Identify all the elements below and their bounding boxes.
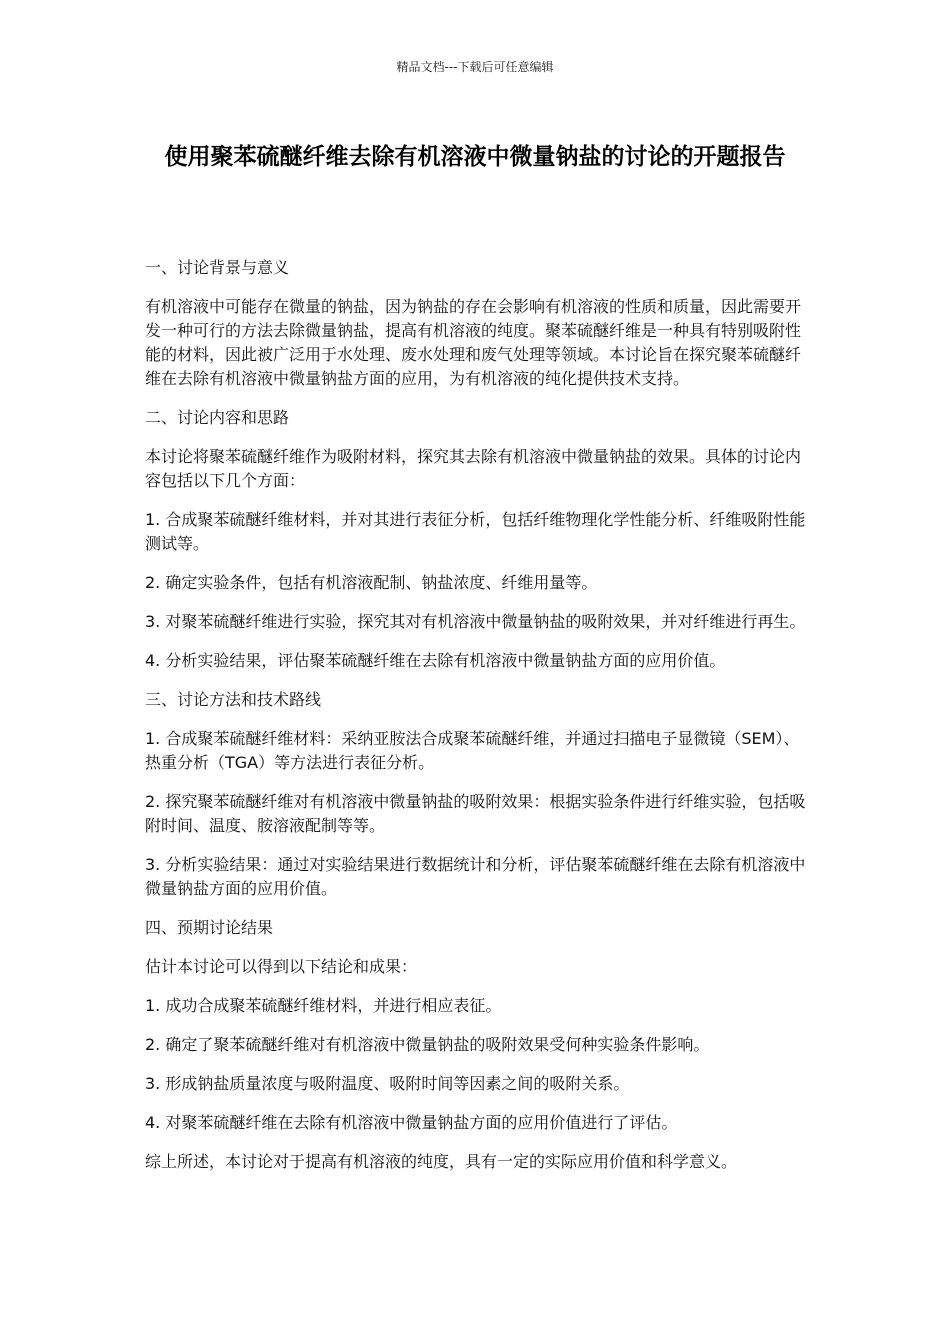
section-heading-expected-results: 四、预期讨论结果 — [145, 918, 274, 937]
list-item: 2. 确定实验条件，包括有机溶液配制、钠盐浓度、纤维用量等。 — [145, 573, 598, 592]
section-heading-background: 一、讨论背景与意义 — [145, 258, 290, 277]
section-heading-content: 二、讨论内容和思路 — [145, 408, 290, 427]
list-item: 4. 分析实验结果，评估聚苯硫醚纤维在去除有机溶液中微量钠盐方面的应用价值。 — [145, 651, 726, 670]
list-item: 1. 合成聚苯硫醚纤维材料：采纳亚胺法合成聚苯硫醚纤维，并通过扫描电子显微镜（SEM）、热重分析（TGA）等方法进行表征分析。 — [145, 729, 800, 772]
document-body — [145, 256, 810, 1189]
paragraph-results-intro: 估计本讨论可以得到以下结论和成果： — [145, 957, 418, 976]
paragraph-background: 有机溶液中可能存在微量的钠盐，因为钠盐的存在会影响有机溶液的性质和质量，因此需要开发一种可行的方法去除微量钠盐，提高有机溶液的纯度。聚苯硫醚纤维是一种具有特别吸附性能的材料，因此被广泛用于水处理、废水处理和废气处理等领域。本讨论旨在探究聚苯硫醚纤维在去除有机溶液中微量钠盐方面的应用，为有机溶液的纯化提供技术支持。 — [145, 297, 802, 388]
list-item: 4. 对聚苯硫醚纤维在去除有机溶液中微量钠盐方面的应用价值进行了评估。 — [145, 1113, 678, 1132]
header-note: 精品文档---下载后可任意编辑 — [396, 60, 554, 74]
section-heading-methods: 三、讨论方法和技术路线 — [145, 690, 322, 709]
list-item: 3. 形成钠盐质量浓度与吸附温度、吸附时间等因素之间的吸附关系。 — [145, 1074, 630, 1093]
list-item: 2. 探究聚苯硫醚纤维对有机溶液中微量钠盐的吸附效果：根据实验条件进行纤维实验，包括吸附时间、温度、胺溶液配制等等。 — [145, 792, 806, 835]
document-title: 使用聚苯硫醚纤维去除有机溶液中微量钠盐的讨论的开题报告 — [164, 144, 786, 170]
list-item: 3. 分析实验结果：通过对实验结果进行数据统计和分析，评估聚苯硫醚纤维在去除有机溶液中微量钠盐方面的应用价值。 — [145, 855, 806, 898]
list-item: 1. 合成聚苯硫醚纤维材料，并对其进行表征分析，包括纤维物理化学性能分析、纤维吸附性能测试等。 — [145, 510, 806, 553]
list-item: 1. 成功合成聚苯硫醚纤维材料，并进行相应表征。 — [145, 996, 502, 1015]
list-item: 2. 确定了聚苯硫醚纤维对有机溶液中微量钠盐的吸附效果受何种实验条件影响。 — [145, 1035, 710, 1054]
list-item: 3. 对聚苯硫醚纤维进行实验，探究其对有机溶液中微量钠盐的吸附效果，并对纤维进行再生。 — [145, 612, 806, 631]
paragraph-conclusion: 综上所述，本讨论对于提高有机溶液的纯度，具有一定的实际应用价值和科学意义。 — [145, 1152, 738, 1171]
paragraph-content-intro: 本讨论将聚苯硫醚纤维作为吸附材料，探究其去除有机溶液中微量钠盐的效果。具体的讨论内容包括以下几个方面： — [145, 447, 802, 490]
